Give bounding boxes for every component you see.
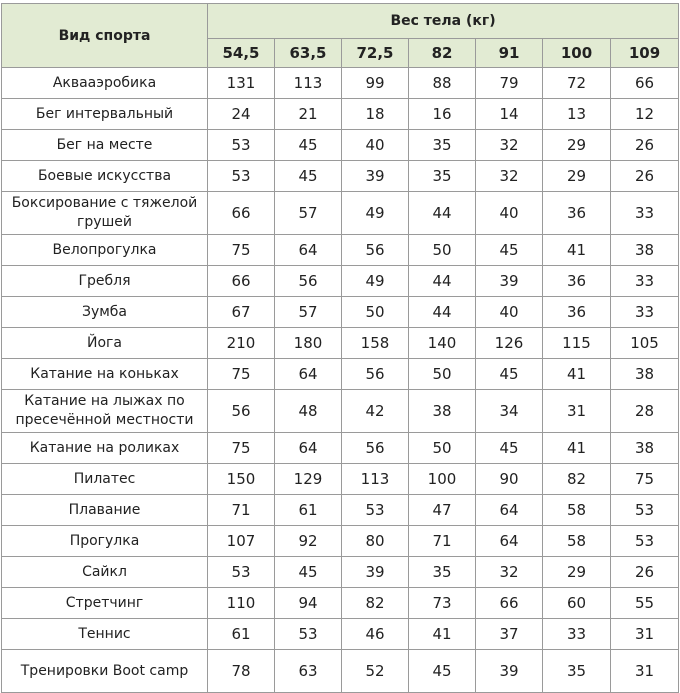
calorie-value-cell: 113 xyxy=(342,464,409,495)
calorie-value-cell: 26 xyxy=(611,130,679,161)
calorie-value-cell: 45 xyxy=(476,235,543,266)
sport-name-cell: Зумба xyxy=(2,297,208,328)
calorie-value-cell: 45 xyxy=(476,433,543,464)
calorie-value-cell: 46 xyxy=(342,619,409,650)
calorie-value-cell: 64 xyxy=(275,235,342,266)
sport-name-cell: Бег интервальный xyxy=(2,99,208,130)
calorie-value-cell: 28 xyxy=(611,390,679,433)
calorie-value-cell: 78 xyxy=(208,650,275,693)
calorie-value-cell: 88 xyxy=(409,68,476,99)
calorie-value-cell: 39 xyxy=(476,266,543,297)
sport-name-cell: Пилатес xyxy=(2,464,208,495)
calorie-value-cell: 49 xyxy=(342,192,409,235)
calorie-value-cell: 56 xyxy=(342,235,409,266)
calorie-value-cell: 94 xyxy=(275,588,342,619)
calorie-value-cell: 110 xyxy=(208,588,275,619)
calorie-value-cell: 90 xyxy=(476,464,543,495)
calorie-value-cell: 56 xyxy=(342,433,409,464)
calorie-value-cell: 50 xyxy=(342,297,409,328)
calorie-value-cell: 73 xyxy=(409,588,476,619)
sport-name-cell: Йога xyxy=(2,328,208,359)
calorie-value-cell: 56 xyxy=(342,359,409,390)
table-row xyxy=(2,588,679,619)
calorie-value-cell: 126 xyxy=(476,328,543,359)
calorie-value-cell: 31 xyxy=(543,390,611,433)
calorie-value-cell: 63 xyxy=(275,650,342,693)
calorie-value-cell: 66 xyxy=(611,68,679,99)
weight-header-cell: 82 xyxy=(409,38,476,67)
calorie-value-cell: 105 xyxy=(611,328,679,359)
calorie-value-cell: 38 xyxy=(409,390,476,433)
calorie-value-cell: 34 xyxy=(476,390,543,433)
table-row xyxy=(2,68,679,99)
calorie-value-cell: 47 xyxy=(409,495,476,526)
weight-group-header: Вес тела (кг) xyxy=(208,4,679,39)
calorie-value-cell: 82 xyxy=(342,588,409,619)
sport-name-cell: Тренировки Boot camp xyxy=(2,650,208,693)
calorie-value-cell: 131 xyxy=(208,68,275,99)
calorie-value-cell: 92 xyxy=(275,526,342,557)
calorie-value-cell: 38 xyxy=(611,359,679,390)
calorie-value-cell: 115 xyxy=(543,328,611,359)
calorie-value-cell: 41 xyxy=(409,619,476,650)
calorie-value-cell: 57 xyxy=(275,192,342,235)
calorie-value-cell: 40 xyxy=(342,130,409,161)
sport-name-cell: Стретчинг xyxy=(2,588,208,619)
calorie-value-cell: 24 xyxy=(208,99,275,130)
calorie-value-cell: 36 xyxy=(543,192,611,235)
table-row xyxy=(2,557,679,588)
calorie-value-cell: 72 xyxy=(543,68,611,99)
calorie-value-cell: 32 xyxy=(476,161,543,192)
calorie-value-cell: 75 xyxy=(611,464,679,495)
calorie-value-cell: 33 xyxy=(611,192,679,235)
table-row xyxy=(2,297,679,328)
sport-name-cell: Боксирование с тяжелой грушей xyxy=(2,192,208,235)
weight-header-cell: 109 xyxy=(611,38,679,67)
calorie-value-cell: 66 xyxy=(476,588,543,619)
calorie-value-cell: 31 xyxy=(611,650,679,693)
table-row xyxy=(2,433,679,464)
calorie-value-cell: 36 xyxy=(543,297,611,328)
calorie-value-cell: 35 xyxy=(409,557,476,588)
calorie-value-cell: 64 xyxy=(275,433,342,464)
calorie-value-cell: 39 xyxy=(342,161,409,192)
calorie-value-cell: 82 xyxy=(543,464,611,495)
calorie-value-cell: 33 xyxy=(543,619,611,650)
calorie-value-cell: 60 xyxy=(543,588,611,619)
calorie-value-cell: 53 xyxy=(611,495,679,526)
calorie-value-cell: 50 xyxy=(409,235,476,266)
table-row xyxy=(2,619,679,650)
sport-name-cell: Катание на роликах xyxy=(2,433,208,464)
table-row xyxy=(2,390,679,433)
calorie-value-cell: 39 xyxy=(342,557,409,588)
calorie-value-cell: 64 xyxy=(476,526,543,557)
calorie-value-cell: 100 xyxy=(409,464,476,495)
calorie-value-cell: 61 xyxy=(275,495,342,526)
calorie-value-cell: 44 xyxy=(409,266,476,297)
calorie-value-cell: 31 xyxy=(611,619,679,650)
calorie-value-cell: 35 xyxy=(409,161,476,192)
calorie-value-cell: 79 xyxy=(476,68,543,99)
sport-column-header: Вид спорта xyxy=(2,4,208,68)
calorie-value-cell: 26 xyxy=(611,557,679,588)
calorie-value-cell: 71 xyxy=(409,526,476,557)
weight-header-cell: 54,5 xyxy=(208,38,275,67)
calorie-value-cell: 18 xyxy=(342,99,409,130)
calorie-value-cell: 66 xyxy=(208,192,275,235)
calorie-value-cell: 56 xyxy=(208,390,275,433)
calorie-value-cell: 36 xyxy=(543,266,611,297)
calorie-value-cell: 50 xyxy=(409,359,476,390)
table-row xyxy=(2,130,679,161)
calorie-value-cell: 45 xyxy=(275,130,342,161)
calorie-value-cell: 140 xyxy=(409,328,476,359)
calorie-value-cell: 29 xyxy=(543,557,611,588)
calorie-value-cell: 41 xyxy=(543,235,611,266)
calorie-value-cell: 80 xyxy=(342,526,409,557)
calorie-value-cell: 33 xyxy=(611,297,679,328)
calorie-value-cell: 32 xyxy=(476,130,543,161)
sport-name-cell: Боевые искусства xyxy=(2,161,208,192)
sport-name-cell: Теннис xyxy=(2,619,208,650)
table-header xyxy=(2,4,679,68)
calorie-value-cell: 57 xyxy=(275,297,342,328)
calorie-value-cell: 37 xyxy=(476,619,543,650)
calorie-value-cell: 158 xyxy=(342,328,409,359)
calorie-value-cell: 14 xyxy=(476,99,543,130)
calorie-value-cell: 210 xyxy=(208,328,275,359)
table-row xyxy=(2,235,679,266)
calorie-value-cell: 33 xyxy=(611,266,679,297)
calorie-value-cell: 56 xyxy=(275,266,342,297)
calorie-value-cell: 99 xyxy=(342,68,409,99)
calorie-value-cell: 113 xyxy=(275,68,342,99)
calorie-value-cell: 38 xyxy=(611,235,679,266)
calorie-value-cell: 53 xyxy=(208,130,275,161)
sport-name-cell: Велопрогулка xyxy=(2,235,208,266)
calorie-value-cell: 75 xyxy=(208,235,275,266)
calorie-value-cell: 44 xyxy=(409,297,476,328)
calorie-value-cell: 53 xyxy=(611,526,679,557)
sport-name-cell: Плавание xyxy=(2,495,208,526)
calorie-table xyxy=(1,3,679,693)
table-row xyxy=(2,328,679,359)
weight-header-cell: 63,5 xyxy=(275,38,342,67)
table-row xyxy=(2,359,679,390)
calorie-value-cell: 38 xyxy=(611,433,679,464)
weight-header-cell: 72,5 xyxy=(342,38,409,67)
table-row xyxy=(2,192,679,235)
weight-header-cell: 91 xyxy=(476,38,543,67)
sport-name-cell: Бег на месте xyxy=(2,130,208,161)
table-row xyxy=(2,526,679,557)
calorie-value-cell: 64 xyxy=(476,495,543,526)
calorie-value-cell: 29 xyxy=(543,161,611,192)
calorie-value-cell: 49 xyxy=(342,266,409,297)
table-row xyxy=(2,464,679,495)
calorie-value-cell: 50 xyxy=(409,433,476,464)
calorie-value-cell: 45 xyxy=(476,359,543,390)
calorie-value-cell: 42 xyxy=(342,390,409,433)
sport-name-cell: Гребля xyxy=(2,266,208,297)
sport-name-cell: Сайкл xyxy=(2,557,208,588)
calorie-value-cell: 75 xyxy=(208,433,275,464)
calorie-value-cell: 44 xyxy=(409,192,476,235)
table-row xyxy=(2,495,679,526)
calorie-value-cell: 58 xyxy=(543,526,611,557)
calorie-value-cell: 67 xyxy=(208,297,275,328)
calorie-value-cell: 13 xyxy=(543,99,611,130)
calorie-value-cell: 26 xyxy=(611,161,679,192)
calorie-value-cell: 40 xyxy=(476,192,543,235)
calorie-value-cell: 53 xyxy=(275,619,342,650)
table-body xyxy=(2,68,679,693)
calorie-value-cell: 55 xyxy=(611,588,679,619)
table-row xyxy=(2,99,679,130)
calorie-value-cell: 39 xyxy=(476,650,543,693)
calorie-value-cell: 35 xyxy=(409,130,476,161)
calorie-value-cell: 35 xyxy=(543,650,611,693)
calorie-value-cell: 64 xyxy=(275,359,342,390)
table-row xyxy=(2,650,679,693)
calorie-value-cell: 180 xyxy=(275,328,342,359)
calorie-value-cell: 53 xyxy=(208,161,275,192)
calorie-value-cell: 21 xyxy=(275,99,342,130)
calorie-value-cell: 71 xyxy=(208,495,275,526)
calorie-value-cell: 66 xyxy=(208,266,275,297)
sport-name-cell: Аквааэробика xyxy=(2,68,208,99)
calorie-value-cell: 53 xyxy=(208,557,275,588)
calorie-value-cell: 29 xyxy=(543,130,611,161)
calorie-value-cell: 150 xyxy=(208,464,275,495)
calorie-value-cell: 48 xyxy=(275,390,342,433)
calorie-value-cell: 53 xyxy=(342,495,409,526)
calorie-value-cell: 75 xyxy=(208,359,275,390)
calorie-value-cell: 45 xyxy=(275,161,342,192)
sport-name-cell: Катание на лыжах по пресечённой местности xyxy=(2,390,208,433)
calorie-value-cell: 58 xyxy=(543,495,611,526)
table-row xyxy=(2,161,679,192)
calorie-value-cell: 41 xyxy=(543,359,611,390)
calorie-value-cell: 52 xyxy=(342,650,409,693)
sport-name-cell: Катание на коньках xyxy=(2,359,208,390)
calorie-value-cell: 45 xyxy=(275,557,342,588)
sport-name-cell: Прогулка xyxy=(2,526,208,557)
table-row xyxy=(2,266,679,297)
calorie-value-cell: 129 xyxy=(275,464,342,495)
calorie-value-cell: 41 xyxy=(543,433,611,464)
calorie-value-cell: 32 xyxy=(476,557,543,588)
weight-header-cell: 100 xyxy=(543,38,611,67)
calorie-value-cell: 45 xyxy=(409,650,476,693)
calorie-value-cell: 40 xyxy=(476,297,543,328)
calorie-value-cell: 107 xyxy=(208,526,275,557)
calorie-value-cell: 61 xyxy=(208,619,275,650)
calorie-value-cell: 16 xyxy=(409,99,476,130)
calorie-value-cell: 12 xyxy=(611,99,679,130)
